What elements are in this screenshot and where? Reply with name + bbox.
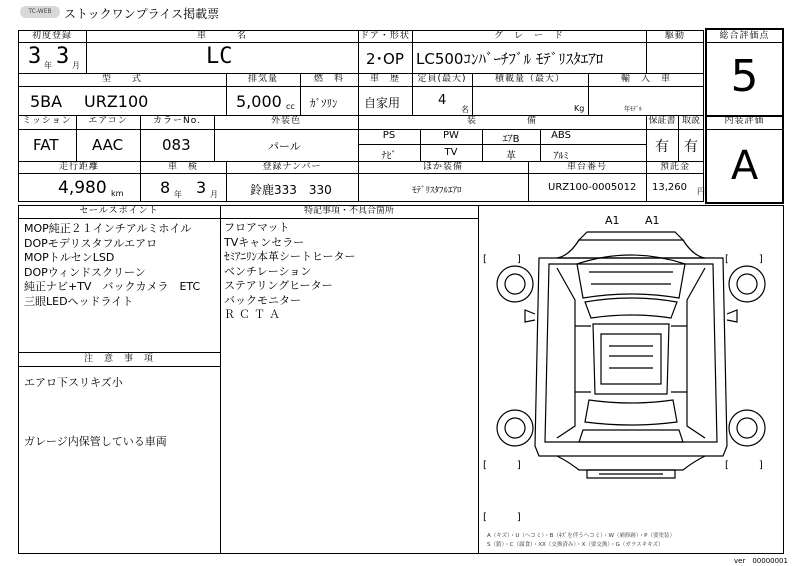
label-capacity: 定員(最大) (417, 74, 467, 84)
list-item: ｾﾐｱﾆﾘﾝ本革シートヒーター (224, 250, 356, 263)
list-item: バックモニター (224, 293, 301, 307)
mission-value: FAT (33, 136, 59, 154)
exterior-value: パール (268, 140, 301, 153)
list-item: 三眼LEDヘッドライト (24, 294, 134, 308)
damage-diagram (479, 206, 783, 554)
list-item: MOP純正２１インチアルミホイル (24, 222, 192, 235)
other-equipment-value: ﾓﾃﾞﾘｽﾀﾌﾙｴｱﾛ (412, 186, 462, 196)
interior-score-value: A (730, 143, 759, 189)
list-item: 純正ナビ+TV バックカメラ ETC (24, 280, 201, 293)
label-import: 輸 入 車 (620, 74, 671, 84)
label-warranty: 保証書 (648, 116, 676, 126)
label-mileage: 走行距離 (58, 162, 99, 172)
form-title: ストックワンプライス掲載票 (64, 7, 220, 21)
list-item: ベンチレーション (224, 264, 312, 278)
displacement-value: 5,000 (236, 92, 282, 111)
label-aircon: エアコン (88, 116, 128, 126)
caution-note-2: ガレージ内保管している車両 (24, 435, 167, 448)
label-door-shape: ドア・形状 (360, 31, 410, 41)
label-history: 車 歴 (369, 74, 400, 84)
door-shape-value: 2･OP (366, 50, 404, 68)
list-item: フロアマット (224, 221, 290, 234)
label-color-no: カラーNo. (153, 116, 201, 126)
caution-note-1: エアロ下スリキズ小 (24, 376, 123, 389)
list-item: MOPトルセンLSD (24, 251, 115, 264)
mileage-unit: km (111, 189, 124, 198)
aircon-value: AAC (92, 136, 124, 154)
eq-abs: ABS (551, 130, 571, 141)
label-load: 積載量（最大） (494, 74, 565, 84)
first-reg-year: 3 (28, 44, 42, 69)
fuel-value: ｶﾞｿﾘﾝ (310, 97, 338, 110)
eq-tv: TV (444, 147, 458, 158)
eq-airbag: ｴｱB (502, 134, 520, 145)
inspection-year: 8 (160, 178, 171, 197)
label-caution: 注 意 事 項 (83, 354, 154, 364)
label-manual: 取説 (681, 116, 700, 126)
label-equipment: 装 備 (466, 116, 537, 126)
label-exterior: 外装色 (270, 116, 301, 126)
bracket-rear-right: [ ] (725, 460, 763, 471)
first-reg-month: 3 (56, 44, 70, 69)
damage-mark-2: A1 (645, 214, 660, 227)
label-sales-points: セールスポイント (79, 206, 159, 216)
manual-value: 有 (684, 139, 698, 155)
bracket-rear-left: [ ] (483, 460, 521, 471)
model-value: URZ100 (84, 92, 149, 111)
legend-line-1: A（キズ）・U（ヘコミ）・B（ｷｽﾞを伴うヘコミ）・W（補修跡）・P（要塗装） (487, 533, 675, 539)
eq-pw: PW (443, 130, 459, 141)
inspection-month: 3 (196, 178, 207, 197)
damage-mark-1: A1 (605, 214, 620, 227)
label-inspection: 車 検 (167, 162, 198, 172)
warranty-value: 有 (655, 139, 669, 155)
label-overall-score: 総合評価点 (719, 31, 770, 41)
load-unit: Kg (574, 104, 585, 113)
sales-points-list (24, 222, 200, 309)
list-item: TVキャンセラー (224, 235, 305, 249)
overall-score-value: 5 (730, 51, 759, 102)
bracket-bottom-left: [ ] (483, 512, 521, 523)
eq-leather: 革 (506, 151, 516, 162)
label-first-reg: 初度登録 (31, 31, 72, 41)
label-mission: ミッション (22, 116, 72, 126)
label-reg-number: 登録ナンバー (262, 162, 322, 172)
label-grade: グ レ ー ド (493, 31, 564, 41)
capacity-value: 4 (438, 93, 447, 108)
version-label: ver 00000001 (734, 557, 788, 565)
capacity-unit: 名 (461, 105, 469, 114)
history-value: 自家用 (364, 96, 401, 110)
vin-value: URZ100-0005012 (548, 182, 637, 193)
label-deposit: 預託金 (659, 162, 690, 172)
label-fuel: 燃 料 (313, 74, 344, 84)
bracket-front-left: [ ] (483, 254, 521, 265)
eq-alumi: ｱﾙﾐ (553, 151, 569, 162)
list-item: DOPウィンドスクリーン (24, 265, 146, 279)
deposit-unit: 円 (697, 187, 705, 196)
bracket-front-right: [ ] (725, 254, 763, 265)
inspection-year-unit: 年 (174, 190, 182, 199)
label-car-name: 車 名 (196, 31, 247, 41)
model-prefix: 5BA (30, 92, 63, 111)
car-name-value: LC (206, 44, 233, 69)
eq-ps: PS (382, 130, 396, 141)
deposit-value: 13,260 (652, 182, 687, 193)
list-item: DOPモデリスタフルエアロ (24, 236, 158, 250)
label-drive: 駆動 (664, 31, 685, 41)
import-model-year: 年ﾓﾃﾞﾙ (624, 106, 643, 113)
first-reg-year-unit: 年 (44, 61, 52, 70)
label-special-notes: 特記事項・不具合箇所 (303, 206, 394, 216)
label-interior-score: 内装評価 (724, 116, 765, 126)
label-model: 型 式 (101, 74, 142, 84)
label-displacement: 排気量 (247, 74, 278, 84)
color-no-value: 083 (162, 136, 191, 154)
displacement-unit: cc (286, 102, 295, 111)
mileage-value: 4,980 (58, 178, 107, 198)
inspection-month-unit: 月 (210, 190, 218, 199)
eq-nav: ﾅﾋﾞ (381, 151, 397, 162)
first-reg-month-unit: 月 (72, 61, 80, 70)
label-other-equipment: ほか装備 (422, 162, 463, 172)
list-item: ステアリングヒーター (224, 279, 333, 292)
list-item: ＲＣＴＡ (224, 308, 284, 321)
legend-line-2: S（錆）・C（腐食）・XX（交換済み）・X（要交換）・G（ガラスキキズ） (487, 542, 664, 548)
grade-value: LC500ｺﾝﾊﾞｰﾁﾌﾞﾙ ﾓﾃﾞﾘｽﾀｴｱﾛ (416, 50, 604, 68)
reg-number-value: 鈴鹿333 330 (250, 183, 332, 197)
logo: TC-WEB (20, 6, 60, 18)
label-vin: 車台番号 (566, 162, 607, 172)
special-notes-list (224, 221, 356, 323)
